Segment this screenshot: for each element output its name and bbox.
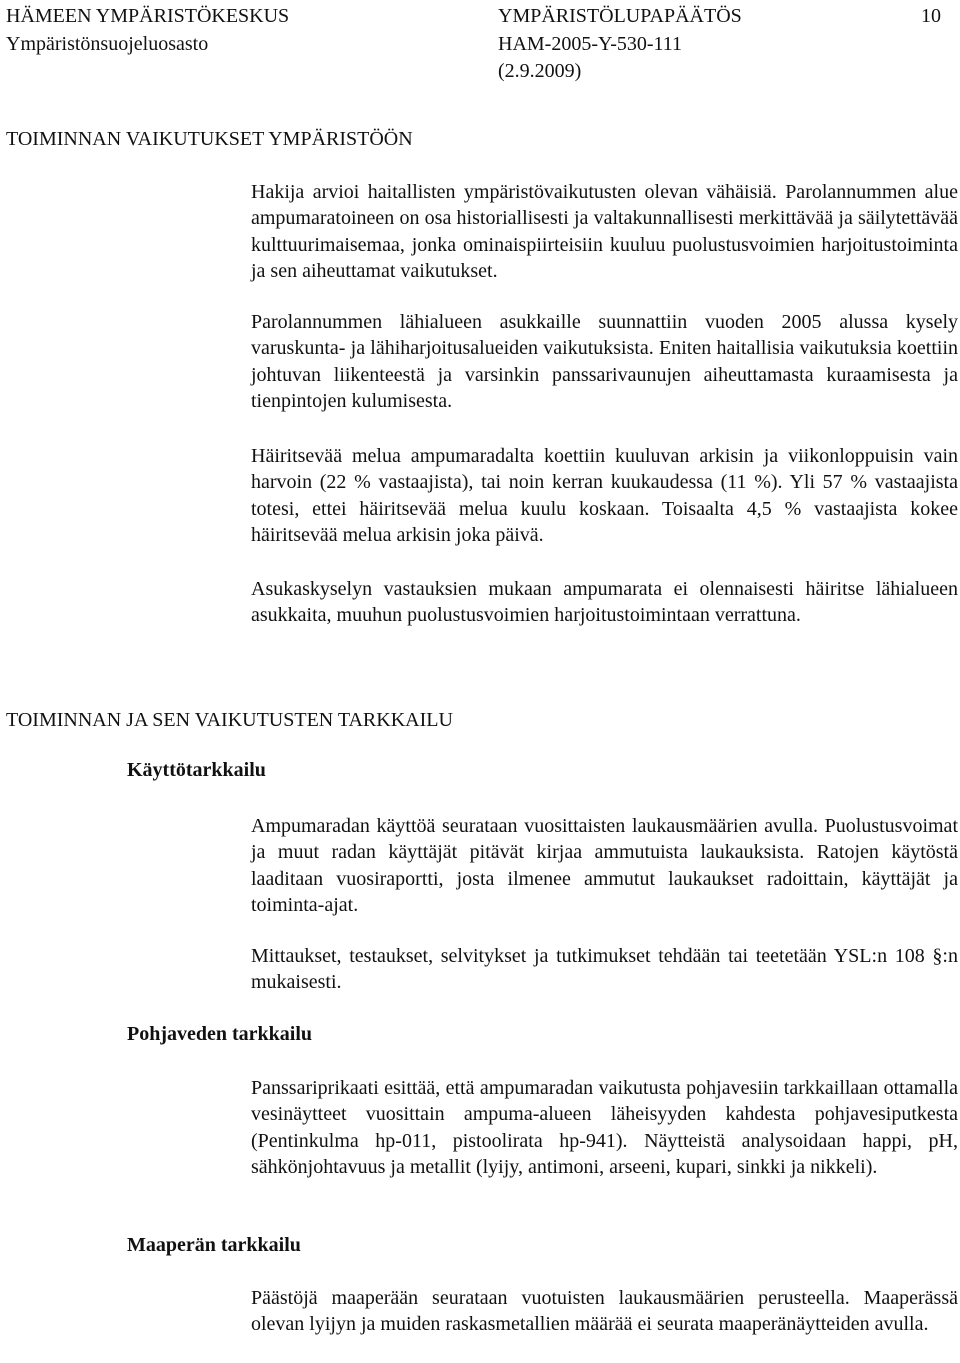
header-document-id: HAM-2005-Y-530-111 [498, 33, 683, 55]
header-date: (2.9.2009) [498, 60, 582, 82]
page-number: 10 [921, 5, 941, 27]
impacts-paragraph-1: Hakija arvioi haitallisten ympäristövaikutusten olevan vähäisiä. Parolannummen alue ampumaratoineen on osa historiallisesti ja valtakunnallisesti merkittävää ja säilytettävää kulttuurimaisemaa, jonka ominaispiirteisiin kuuluu puolustusvoimien harjoitustoiminta ja sen aiheuttamat vaikutukset. [251, 181, 958, 283]
impacts-paragraph-3: Häiritsevää melua ampumaradalta koettiin kuuluvan arkisin ja viikonloppuisin vain harvoin (22 % vastaajista), tai noin kerran kuukaudessa (11 %). Yli 57 % vastaajista totesi, ettei häiritsevää melua kuulu koskaan. Toisaalta 4,5 % vastaajista kokee häiritsevää melua arkisin joka päivä. [251, 445, 958, 547]
header-organization: HÄMEEN YMPÄRISTÖKESKUS [6, 5, 290, 27]
operation-paragraph-2: Mittaukset, testaukset, selvitykset ja tutkimukset tehdään tai teetetään YSL:n 108 §:n mukaisesti. [251, 945, 958, 994]
header-document-type: YMPÄRISTÖLUPAPÄÄTÖS [498, 5, 742, 27]
subsection-title-groundwater: Pohjaveden tarkkailu [127, 1023, 313, 1045]
impacts-paragraph-4: Asukaskyselyn vastauksien mukaan ampumarata ei olennaisesti häiritse lähialueen asukkaita, muuhun puolustusvoimien harjoitustoimintaan verrattuna. [251, 578, 958, 627]
section-title-monitoring: TOIMINNAN JA SEN VAIKUTUSTEN TARKKAILU [6, 709, 453, 731]
section-title-impacts: TOIMINNAN VAIKUTUKSET YMPÄRISTÖÖN [6, 128, 413, 150]
subsection-title-operation: Käyttötarkkailu [127, 759, 266, 781]
header-unit: Ympäristönsuojeluosasto [6, 33, 209, 55]
soil-paragraph-1: Päästöjä maaperään seurataan vuotuisten laukausmäärien perusteella. Maaperässä olevan lyijyn ja muiden raskasmetallien määrää ei seurata maaperänäytteiden avulla. [251, 1287, 958, 1336]
impacts-paragraph-2: Parolannummen lähialueen asukkaille suunnattiin vuoden 2005 alussa kysely varuskunta- ja lähiharjoitusalueiden vaikutuksista. Eniten haitallisia vaikutuksia koettiin johtuvan liikenteestä ja varsinkin panssarivaunujen aiheuttamasta kuraamisesta ja tienpintojen kulumisesta. [251, 311, 958, 413]
groundwater-paragraph-1: Panssariprikaati esittää, että ampumaradan vaikutusta pohjavesiin tarkkaillaan ottamalla vesinäytteet vuosittain ampuma-alueen läheisyyden kahdesta pohjavesiputkesta (Pentinkulma hp-011, pistoolirata hp-941). Näytteistä analysoidaan happi, pH, sähkönjohtavuus ja metallit (lyijy, antimoni, arseeni, kupari, sinkki ja nikkeli). [251, 1077, 958, 1179]
subsection-title-soil: Maaperän tarkkailu [127, 1234, 301, 1256]
operation-paragraph-1: Ampumaradan käyttöä seurataan vuosittaisten laukausmäärien avulla. Puolustusvoimat ja muut radan käyttäjät pitävät kirjaa ammutuista laukauksista. Ratojen käytöstä laaditaan vuosiraportti, josta ilmenee ammutut laukaukset radoittain, käyttäjät ja toiminta-ajat. [251, 815, 958, 917]
